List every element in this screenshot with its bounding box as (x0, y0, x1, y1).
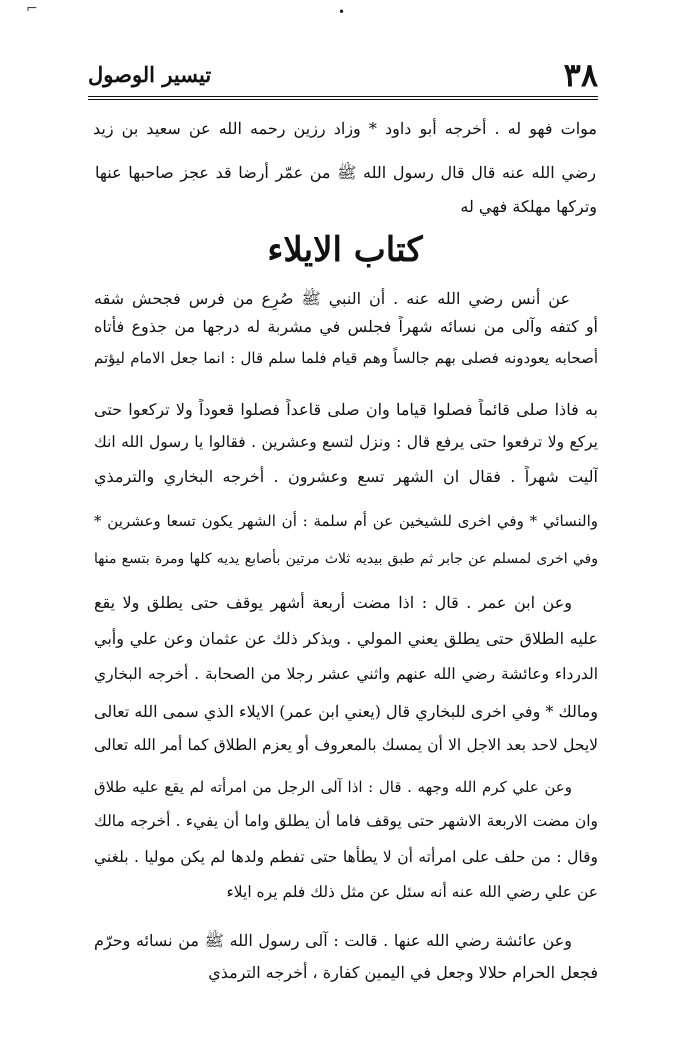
text-line: ومالك * وفي اخرى للبخاري قال (يعني ابن عمر) الايلاء الذي سمى الله تعالى (94, 702, 598, 721)
text-line: عن علي رضي الله عنه أنه سئل عن مثل ذلك فلم يره ايلاء (226, 883, 598, 901)
page-number: ٣٨ (563, 56, 598, 94)
page-header (88, 58, 598, 92)
top-dot-mark: • (338, 5, 346, 19)
text-line: الدرداء وعائشة رضي الله عنهم واثني عشر رجلا من الصحابة . أخرجه البخاري (94, 665, 598, 683)
text-line: آليت شهراً . فقال ان الشهر تسع وعشرون . أخرجه البخاري والترمذي (94, 467, 598, 486)
text-line: عن أنس رضي الله عنه . أن النبي ﷺ صُرِع من فرس فجحش شقه (94, 289, 570, 308)
text-line: موات فهو له . أخرجه أبو داود * وزاد رزين رحمه الله عن سعيد بن زيد (93, 119, 597, 138)
text-line: وتركها مهلكة فهي له (460, 197, 597, 216)
chapter-title: كتاب الايلاء (267, 230, 423, 270)
text-line: فجعل الحرام حلالا وجعل في اليمين كفارة ، أخرجه الترمذي (208, 963, 598, 982)
text-line: عليه الطلاق حتى يطلق يعني المولي . ويذكر ذلك عن عثمان وعن علي وأبي (94, 629, 598, 648)
text-line: وعن ابن عمر . قال : اذا مضت أربعة أشهر يوقف حتى يطلق ولا يقع (94, 593, 572, 612)
header-rule-double (88, 99, 598, 100)
running-title: تيسير الوصول (88, 62, 212, 87)
text-line: يركع ولا ترفعوا حتى يرفع قال : ونزل لتسع وعشرين . فقالوا يا رسول الله انك (94, 433, 598, 451)
text-line: وعن علي كرم الله وجهه . قال : اذا آلى الرجل من امرأته لم يقع عليه طلاق (94, 778, 572, 796)
text-line: وعن عائشة رضي الله عنها . قالت : آلى رسول الله ﷺ من نسائه وحرّم (94, 931, 572, 950)
text-line: به فاذا صلى قائماً فصلوا قياما وان صلى قاعداً فصلوا قعوداً ولا تركعوا حتى (94, 400, 598, 419)
text-line: أصحابه يعودونه فصلى بهم جالساً وهم قيام فلما سلم قال : انما جعل الامام ليؤتم (94, 349, 598, 367)
corner-mark: ⌐ (26, 1, 38, 17)
text-line: وفي اخرى لمسلم عن جابر ثم طبق بيديه ثلاث مرتين بأصابع يديه كلها ومرة بتسع منها (94, 551, 598, 567)
text-line: وان مضت الاربعة الاشهر حتى يوقف فاما أن يطلق واما أن يفيء . أخرجه مالك (94, 812, 598, 830)
text-line: لايحل لاحد بعد الاجل الا أن يمسك بالمعروف أو يعزم الطلاق كما أمر الله تعالى (94, 736, 598, 754)
text-line: أو كتفه وآلى من نسائه شهراً فجلس في مشربة له درجها من جذوع فأتاه (94, 317, 598, 336)
text-line: رضي الله عنه قال قال رسول الله ﷺ من عمّر أرضا قد عجز صاحبها عنها (95, 163, 596, 182)
text-line: وقال : من حلف على امرأته أن لا يطأها حتى تفطم ولدها لم يكن موليا . بلغني (94, 848, 598, 866)
text-line: والنسائي * وفي اخرى للشيخين عن أم سلمة : أن الشهر يكون تسعا وعشرين * (94, 512, 598, 530)
header-rule (88, 96, 598, 97)
